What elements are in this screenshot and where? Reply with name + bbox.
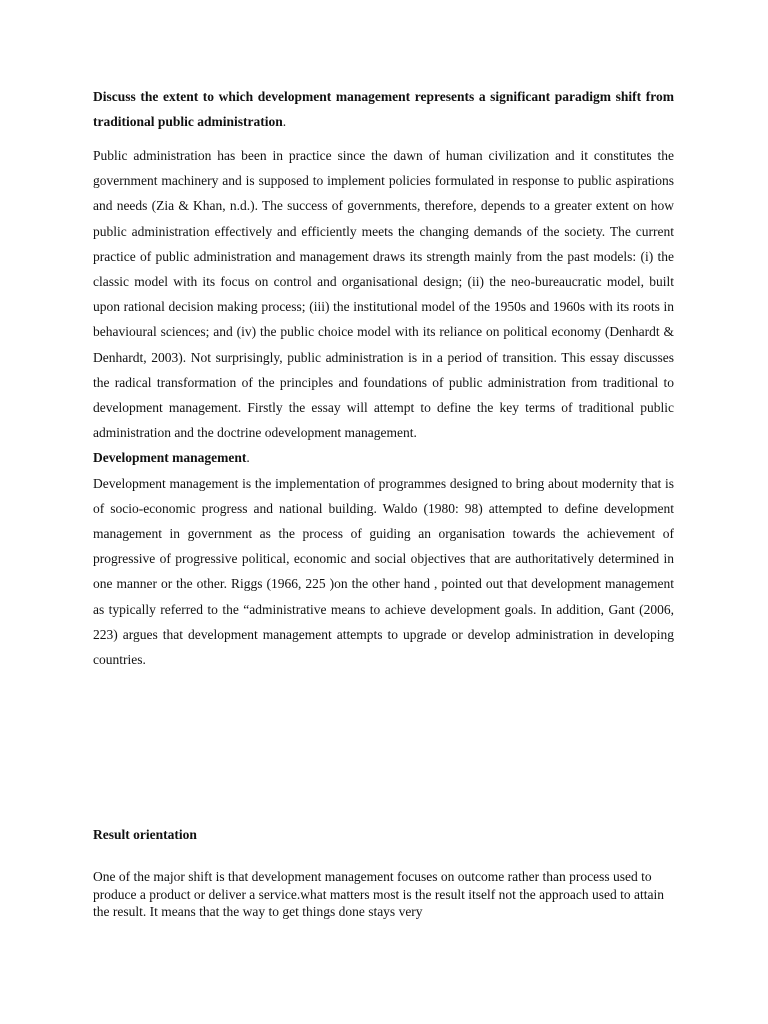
result-orientation-paragraph: One of the major shift is that development management focuses on outcome rather than process used to produce a product or deliver a service.what matters most is the result itself not the approach used to attain the result. It means that the way to get things done stays very (93, 869, 664, 919)
section-heading-period: . (246, 450, 250, 466)
document-body (93, 84, 674, 672)
essay-question (93, 84, 674, 134)
intro-paragraph: Public administration has been in practice since the dawn of human civilization and it constitutes the government machinery and is supposed to implement policies formulated in response to public aspirations and needs (Zia & Khan, n.d.). The success of governments, therefore, depends to a greater extent on how public administration effectively and efficiently meets the changing demands of the society. The current practice of public administration and management draws its strength mainly from the past models: (i) the classic model with its focus on control and organisational design; (ii) the neo-bureaucratic model, built upon rational decision making process; (iii) the institutional model of the 1950s and 1960s with its roots in behavioural sciences; and (iv) the public choice model with its reliance on political economy (Denhardt & Denhardt, 2003). Not surprisingly, public administration is in a period of transition. This essay discusses the radical transformation of the principles and foundations of public administration from traditional to development management. Firstly the essay will attempt to define the key terms of traditional public administration and the doctrine odevelopment management. (93, 148, 674, 441)
development-management-paragraph: Development management is the implementation of programmes designed to bring about modernity that is of socio-economic progress and national building. Waldo (1980: 98) attempted to define development management in government as the process of guiding an organisation towards the achievement of progressive of progressive political, economic and social objectives that are authoritatively determined in one manner or the other. Riggs (1966, 225 )on the other hand , pointed out that development management as typically referred to the “administrative means to achieve development goals. In addition, Gant (2006, 223) argues that development management attempts to upgrade or develop administration in developing countries. (93, 475, 674, 668)
essay-question-period: . (282, 114, 287, 129)
section-heading-text: Development management (93, 450, 247, 466)
section-heading-result-orientation: Result orientation (93, 827, 197, 842)
essay-question-text: Discuss the extent to which development management represents a significant paradigm shift from traditional public administration (93, 89, 674, 129)
section-heading-development-management (93, 445, 674, 470)
